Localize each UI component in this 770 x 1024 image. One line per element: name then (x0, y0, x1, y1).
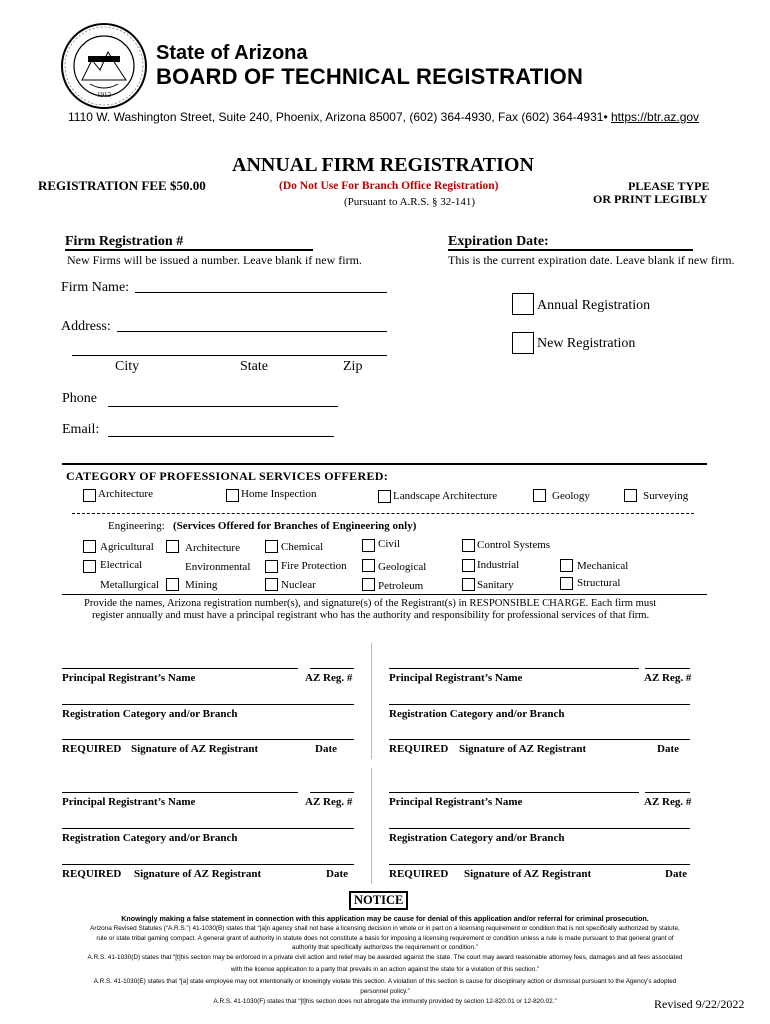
notice-paragraph-2a: A.R.S. 41-1030(D) states that “[t]his section may be enforced in a private civil action and relief may be awarded against the state. The court may award reasonable attorney fees, damages and all fees associated (87, 954, 683, 961)
form-title: ANNUAL FIRM REGISTRATION (232, 154, 534, 176)
registrant-2-name-line[interactable] (389, 668, 639, 669)
registrant-4-date-label: Date (665, 868, 687, 880)
annual-registration-label: Annual Registration (537, 298, 651, 313)
branch-checkbox-nuclear[interactable] (265, 578, 278, 591)
branch-checkbox-geological[interactable] (362, 559, 375, 572)
service-label-home-inspection: Home Inspection (241, 488, 317, 500)
notice-paragraph-4: A.R.S. 41-1030(F) states that “[t]his section does not abrogate the immunity provided by section 12-820.01 or 12-820.02.” (213, 998, 557, 1005)
branch-checkbox-structural[interactable] (560, 577, 573, 590)
branch-checkbox-architecture[interactable] (166, 540, 179, 553)
registrant-4-reg-line[interactable] (645, 792, 690, 793)
zip-label: Zip (343, 359, 363, 374)
registrant-grid-divider-top (371, 643, 372, 759)
email-label: Email: (62, 422, 100, 437)
branch-checkbox-electrical[interactable] (83, 560, 96, 573)
service-checkbox-surveying[interactable] (624, 489, 637, 502)
registrant-4-signature-line[interactable] (389, 864, 690, 865)
registrant-3-name-line[interactable] (62, 792, 298, 793)
branch-label-chemical: Chemical (281, 541, 324, 553)
phone-label: Phone (62, 391, 97, 406)
registrant-1-signature-line[interactable] (62, 739, 354, 740)
branch-label-sanitary: Sanitary (477, 579, 514, 591)
registrant-grid-divider-bottom (371, 768, 372, 884)
branch-checkbox-industrial[interactable] (462, 559, 475, 572)
email-input[interactable] (108, 436, 334, 437)
address-input-line-2[interactable] (72, 355, 387, 356)
board-address (68, 110, 699, 124)
annual-registration-checkbox[interactable] (512, 293, 534, 315)
registrant-2-date-label: Date (657, 743, 679, 755)
expiration-date-help: This is the current expiration date. Leave blank if new firm. (448, 253, 735, 267)
branch-label-mechanical: Mechanical (577, 560, 629, 572)
firm-name-input[interactable] (135, 292, 387, 293)
branch-checkbox-civil[interactable] (362, 539, 375, 552)
registrant-3-reg-line[interactable] (310, 792, 354, 793)
registrant-4-category-line[interactable] (389, 828, 690, 829)
notice-warning: Knowingly making a false statement in connection with this application may be cause for denial of this application and/or referral for criminal prosecution. (121, 914, 649, 923)
service-label-surveying: Surveying (643, 490, 689, 502)
address-input-line-1[interactable] (117, 331, 387, 332)
branch-checkbox-mechanical[interactable] (560, 559, 573, 572)
branch-label-fire-protection: Fire Protection (281, 560, 347, 572)
registrant-1-name-label: Principal Registrant’s Name (62, 672, 196, 684)
branch-label-environmental: Environmental (185, 561, 251, 573)
address-text: 1110 W. Washington Street, Suite 240, Phoenix, Arizona 85007, (602) 364-4930, Fax (602) 364-4931 (68, 110, 604, 124)
category-top-rule (62, 463, 707, 465)
branch-checkbox-sanitary[interactable] (462, 578, 475, 591)
svg-text:1912: 1912 (97, 91, 111, 99)
registrant-4-required-label: REQUIRED (389, 868, 449, 880)
revision-date: Revised 9/22/2022 (654, 997, 745, 1011)
branch-label-structural: Structural (577, 577, 621, 589)
service-label-geology: Geology (552, 490, 590, 502)
notice-paragraph-3b: personnel policy.” (360, 988, 410, 995)
branch-office-note: (Do Not Use For Branch Office Registration) (279, 180, 499, 192)
state-name: State of Arizona (156, 42, 308, 64)
instructions-line-1: Provide the names, Arizona registration number(s), and signature(s) of the Registrant(s) in RESPONSIBLE CHARGE. Each firm must (84, 598, 657, 609)
address-label: Address: (61, 319, 111, 334)
registrant-2-name-label: Principal Registrant’s Name (389, 672, 523, 684)
registrant-3-signature-line[interactable] (62, 864, 354, 865)
service-checkbox-architecture[interactable] (83, 489, 96, 502)
website-link[interactable]: https://btr.az.gov (611, 110, 700, 124)
expiration-date-input[interactable] (448, 249, 693, 251)
branch-checkbox-chemical[interactable] (265, 540, 278, 553)
notice-title: NOTICE (349, 891, 408, 910)
registration-fee: REGISTRATION FEE $50.00 (38, 178, 206, 193)
service-checkbox-home-inspection[interactable] (226, 489, 239, 502)
registrant-3-reg-label: AZ Reg. # (305, 796, 353, 808)
branch-label-mining: Mining (185, 579, 218, 591)
registrant-4-name-line[interactable] (389, 792, 639, 793)
notice-paragraph-1b: rule or state tribal gaming compact. A general grant of authority in statute does not constitute a basis for imposing a licensing requirement or condition unless a rule is made pursuant to that general grant of (96, 935, 674, 942)
registrant-1-category-line[interactable] (62, 704, 354, 705)
registrant-2-category-line[interactable] (389, 704, 690, 705)
registrant-2-signature-label: Signature of AZ Registrant (459, 743, 587, 755)
branch-label-control-systems: Control Systems (477, 539, 551, 551)
dashed-divider (72, 513, 694, 514)
branch-checkbox-agricultural[interactable] (83, 540, 96, 553)
registrant-3-required-label: REQUIRED (62, 868, 122, 880)
firm-name-label: Firm Name: (61, 280, 130, 295)
registrant-3-signature-label: Signature of AZ Registrant (134, 868, 262, 880)
registrant-2-required-label: REQUIRED (389, 743, 449, 755)
registrant-2-signature-line[interactable] (389, 739, 690, 740)
new-registration-label: New Registration (537, 336, 636, 351)
notice-paragraph-3a: A.R.S. 41-1030(E) states that “[a] state employee may not intentionally or knowingly violate this section. A violation of this section is cause for disciplinary action or dismissal pursuant to the Agency’s adopted (93, 978, 677, 985)
registrant-1-name-line[interactable] (62, 668, 298, 669)
branch-label-geological: Geological (378, 561, 427, 573)
branch-label-agricultural: Agricultural (100, 541, 154, 553)
board-name: BOARD OF TECHNICAL REGISTRATION (156, 64, 584, 89)
service-label-architecture: Architecture (98, 488, 153, 500)
service-label-landscape-architecture: Landscape Architecture (393, 490, 498, 502)
address-bullet: • (603, 110, 608, 124)
registrant-2-reg-line[interactable] (645, 668, 690, 669)
instructions-line-2: register annually and must have a principal registrant who has the authority and responsibility for professional services of that firm. (92, 610, 650, 621)
firm-registration-input[interactable] (65, 249, 313, 251)
branch-label-industrial: Industrial (477, 559, 520, 571)
registrant-1-date-label: Date (315, 743, 337, 755)
registrant-2-reg-label: AZ Reg. # (644, 672, 692, 684)
branch-label-architecture: Architecture (185, 542, 240, 554)
branch-checkbox-control-systems[interactable] (462, 539, 475, 552)
registrant-1-reg-line[interactable] (310, 668, 354, 669)
registrant-1-required-label: REQUIRED (62, 743, 122, 755)
registrant-1-reg-label: AZ Reg. # (305, 672, 353, 684)
phone-input[interactable] (108, 406, 338, 407)
service-checkbox-landscape-architecture[interactable] (378, 490, 391, 503)
registrant-4-category-label: Registration Category and/or Branch (389, 832, 565, 844)
registrant-4-name-label: Principal Registrant’s Name (389, 796, 523, 808)
registrant-1-category-label: Registration Category and/or Branch (62, 708, 238, 720)
engineering-label: Engineering: (108, 520, 165, 532)
branch-label-civil: Civil (378, 538, 401, 550)
print-note-1: PLEASE TYPE (628, 179, 710, 193)
branch-label-petroleum: Petroleum (378, 580, 424, 592)
service-checkbox-geology[interactable] (533, 489, 546, 502)
state-label: State (240, 359, 268, 374)
registrant-2-category-label: Registration Category and/or Branch (389, 708, 565, 720)
category-bottom-rule (62, 594, 707, 595)
engineering-note: (Services Offered for Branches of Engineering only) (173, 520, 417, 532)
notice-paragraph-1a: Arizona Revised Statutes (“A.R.S.”) 41-1030(B) states that “[a]n agency shall not base a licensing decision in whole or in part on a licensing requirement or condition that is not specifically authorized by statute, (90, 925, 680, 932)
pursuant-note: (Pursuant to A.R.S. § 32-141) (344, 196, 476, 208)
expiration-date-label: Expiration Date: (448, 234, 549, 249)
registrant-1-signature-label: Signature of AZ Registrant (131, 743, 259, 755)
new-registration-checkbox[interactable] (512, 332, 534, 354)
registrant-3-category-label: Registration Category and/or Branch (62, 832, 238, 844)
registrant-4-signature-label: Signature of AZ Registrant (464, 868, 592, 880)
registrant-3-category-line[interactable] (62, 828, 354, 829)
firm-registration-help: New Firms will be issued a number. Leave blank if new firm. (67, 253, 362, 267)
city-label: City (115, 359, 140, 374)
branch-label-electrical: Electrical (100, 559, 143, 571)
branch-checkbox-petroleum[interactable] (362, 578, 375, 591)
print-note-2: OR PRINT LEGIBLY (593, 192, 708, 206)
state-seal (60, 22, 148, 110)
branch-checkbox-mining[interactable] (166, 578, 179, 591)
branch-label-metallurgical: Metallurgical (100, 579, 160, 591)
registrant-3-name-label: Principal Registrant’s Name (62, 796, 196, 808)
branch-checkbox-fire-protection[interactable] (265, 560, 278, 573)
notice-paragraph-1c: authority that specifically authorizes the requirement or condition.” (291, 944, 479, 951)
branch-label-nuclear: Nuclear (281, 579, 316, 591)
registrant-3-date-label: Date (326, 868, 348, 880)
firm-registration-label: Firm Registration # (65, 234, 184, 249)
notice-paragraph-2b: with the license application to a party that prevails in an action against the state for a violation of this section.” (230, 966, 540, 973)
category-heading: CATEGORY OF PROFESSIONAL SERVICES OFFERED: (66, 469, 389, 483)
registrant-4-reg-label: AZ Reg. # (644, 796, 692, 808)
